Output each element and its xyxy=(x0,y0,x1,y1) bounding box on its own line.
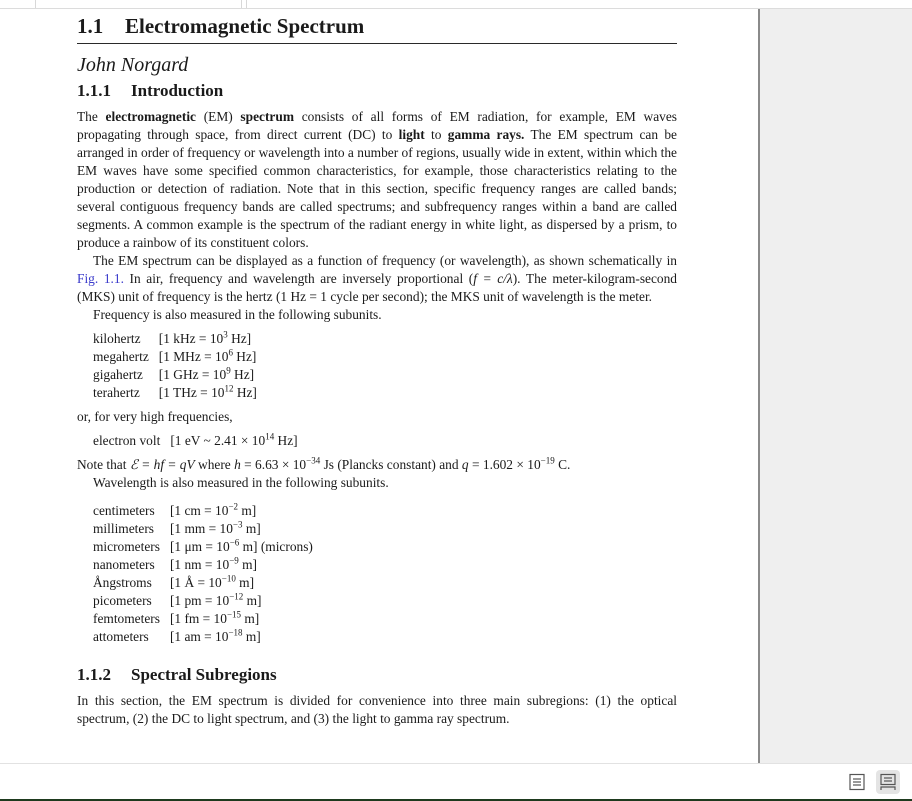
text: Note that xyxy=(77,457,130,472)
text: The xyxy=(77,109,106,124)
electron-volt-table xyxy=(93,432,298,450)
unit-row xyxy=(93,610,313,628)
unit-name: millimeters xyxy=(93,521,154,536)
exponent: −12 xyxy=(229,591,244,602)
text: Js (Plancks constant) and xyxy=(320,457,462,472)
unit-name: picometers xyxy=(93,593,152,608)
unit-row xyxy=(93,366,257,384)
text: The EM spectrum can be arranged in order of frequency or wavelength into a number of regions, usually wide in extent, within which the EM waves have some specified common characteristics, for example, those characteristics relating to the production or detection of radiation. Note that in this section, specific frequency ranges are called bands; several contiguous frequency bands are called spectrums; and subfrequency ranges within a band are called segments. A common example is the spectrum of the radiant energy in white light, as dispersed by a prism, to produce a rainbow of its constituent colors. xyxy=(77,127,677,250)
text: [1 kHz = 10 xyxy=(158,331,224,346)
exponent: −15 xyxy=(226,609,242,620)
exponent: 12 xyxy=(224,383,234,394)
exponent: 3 xyxy=(223,329,228,340)
text: m] xyxy=(243,593,262,608)
unit-name: gigahertz xyxy=(93,367,143,382)
text: Hz] xyxy=(227,331,252,346)
subsection-number: 1.1.2 xyxy=(77,665,111,684)
text: m] xyxy=(235,575,255,590)
exponent: −3 xyxy=(232,519,243,530)
equation: f = c/λ xyxy=(473,271,513,286)
unit-name: megahertz xyxy=(93,349,149,364)
text: [1 mm = 10 xyxy=(169,521,233,536)
unit-row xyxy=(93,384,257,402)
unit-definition xyxy=(170,502,313,520)
unit-name: attometers xyxy=(93,629,149,644)
text: [1 pm = 10 xyxy=(169,593,230,608)
text: [1 cm = 10 xyxy=(169,503,229,518)
symbol: h xyxy=(234,457,241,472)
unit-definition xyxy=(170,610,313,628)
text: m] xyxy=(238,557,258,572)
unit-definition xyxy=(159,366,257,384)
unit-definition xyxy=(170,574,313,592)
unit-definition xyxy=(170,592,313,610)
unit-row xyxy=(93,538,313,556)
unit-name: electron volt xyxy=(93,433,161,448)
unit-row xyxy=(93,432,298,450)
text: m] xyxy=(242,521,261,536)
unit-name: nanometers xyxy=(93,557,155,572)
text: The EM spectrum can be displayed as a function of frequency (or wavelength), as shown schematically in xyxy=(93,253,677,268)
text: [1 MHz = 10 xyxy=(158,349,229,364)
tab-strip xyxy=(0,0,912,9)
text: C. xyxy=(554,457,571,472)
document-page xyxy=(77,9,677,728)
exponent: −34 xyxy=(306,455,321,466)
paragraph-high-frequencies: or, for very high frequencies, xyxy=(77,409,233,424)
text: where xyxy=(194,457,235,472)
section-title: Electromagnetic Spectrum xyxy=(125,14,365,38)
unit-name: kilohertz xyxy=(93,331,141,346)
paragraph-subregions: In this section, the EM spectrum is divided for convenience into three main subregions: (1) the optical spectrum, (2) the DC to light spectrum, and (3) the light to gamma ray spectrum. xyxy=(77,693,677,726)
unit-row xyxy=(93,520,313,538)
subsection-title: Introduction xyxy=(131,81,224,100)
side-panel xyxy=(758,9,912,763)
paragraph-spectrum-display xyxy=(77,252,677,306)
unit-row xyxy=(93,502,313,520)
text: m] (microns) xyxy=(239,539,313,554)
text: [1 nm = 10 xyxy=(169,557,230,572)
figure-link[interactable]: Fig. 1.1. xyxy=(77,271,124,286)
paragraph-energy-note xyxy=(77,456,677,474)
text: [1 Å = 10 xyxy=(169,575,222,590)
continuous-scroll-view-button[interactable] xyxy=(876,770,900,794)
unit-row xyxy=(93,592,313,610)
exponent: −9 xyxy=(229,555,239,566)
exponent: 14 xyxy=(265,431,275,442)
symbol: q xyxy=(461,457,469,472)
tab-separator xyxy=(35,0,36,8)
text: [1 fm = 10 xyxy=(169,611,227,626)
bold-term: light xyxy=(398,127,425,142)
exponent: −19 xyxy=(540,455,555,466)
unit-row xyxy=(93,574,313,592)
frequency-units-table xyxy=(93,330,257,402)
unit-definition xyxy=(170,628,313,646)
bold-term: gamma rays. xyxy=(447,127,525,142)
text: to xyxy=(424,127,448,142)
author-name: John Norgard xyxy=(77,54,189,76)
section-heading xyxy=(77,9,677,44)
text: [1 μm = 10 xyxy=(169,539,230,554)
text: m] xyxy=(241,611,260,626)
subsection-heading-spectral-subregions xyxy=(77,664,677,686)
exponent: −18 xyxy=(228,627,243,638)
exponent: −10 xyxy=(221,573,236,584)
unit-definition xyxy=(170,520,313,538)
unit-name: terahertz xyxy=(93,385,140,400)
unit-row xyxy=(93,348,257,366)
text: = 1.602 × 10 xyxy=(468,457,541,472)
text: [1 am = 10 xyxy=(169,629,229,644)
text: (EM) xyxy=(196,109,241,124)
unit-definition xyxy=(170,556,313,574)
continuous-scroll-view-icon xyxy=(879,773,897,791)
unit-row xyxy=(93,628,313,646)
unit-definition xyxy=(159,384,257,402)
subsection-heading-introduction xyxy=(77,80,677,102)
text: ). The meter-kilogram-second (MKS) unit of frequency is the hertz (1 Hz = 1 cycle per second); the MKS unit of wavelength is the meter. xyxy=(77,271,677,304)
document-viewer[interactable] xyxy=(0,9,758,763)
unit-name: femtometers xyxy=(93,611,160,626)
bold-term: spectrum xyxy=(240,109,294,124)
unit-row xyxy=(93,330,257,348)
text: [1 THz = 10 xyxy=(158,385,225,400)
single-page-view-button[interactable] xyxy=(845,770,869,794)
text: [1 eV ~ 2.41 × 10 xyxy=(170,433,266,448)
text: Hz] xyxy=(232,349,257,364)
paragraph-frequency-subunits: Frequency is also measured in the following subunits. xyxy=(93,307,382,322)
unit-definition xyxy=(170,432,297,450)
text: = 6.63 × 10 xyxy=(240,457,307,472)
paragraph-wavelength-subunits: Wavelength is also measured in the following subunits. xyxy=(93,475,389,490)
status-bar xyxy=(0,763,912,799)
text: m] xyxy=(238,503,257,518)
tab-separator xyxy=(246,0,247,8)
equation: ℰ = hf = qV xyxy=(129,457,195,472)
unit-name: centimeters xyxy=(93,503,155,518)
text: [1 GHz = 10 xyxy=(158,367,227,382)
subsection-number: 1.1.1 xyxy=(77,81,111,100)
exponent: 6 xyxy=(228,347,233,358)
subsection-title: Spectral Subregions xyxy=(131,665,277,684)
exponent: 9 xyxy=(226,365,231,376)
text: m] xyxy=(242,629,261,644)
unit-name: micrometers xyxy=(93,539,160,554)
section-number: 1.1 xyxy=(77,14,104,38)
wavelength-units-table xyxy=(93,502,313,646)
unit-definition xyxy=(170,538,313,556)
text: In air, frequency and wavelength are inversely proportional ( xyxy=(123,271,474,286)
text: Hz] xyxy=(230,367,255,382)
exponent: −2 xyxy=(228,501,239,512)
unit-row xyxy=(93,556,313,574)
tab-separator xyxy=(241,0,242,8)
single-page-view-icon xyxy=(848,773,866,791)
paragraph-intro xyxy=(77,108,677,252)
bold-term: electromagnetic xyxy=(105,109,196,124)
unit-definition xyxy=(159,348,257,366)
text: consists of all forms of EM radiation, for example, EM waves propagating through space, from direct current (DC) to xyxy=(77,109,677,142)
text: Hz] xyxy=(233,385,257,400)
text: Hz] xyxy=(274,433,298,448)
unit-name: Ångstroms xyxy=(93,575,152,590)
unit-definition xyxy=(159,330,257,348)
exponent: −6 xyxy=(229,537,240,548)
